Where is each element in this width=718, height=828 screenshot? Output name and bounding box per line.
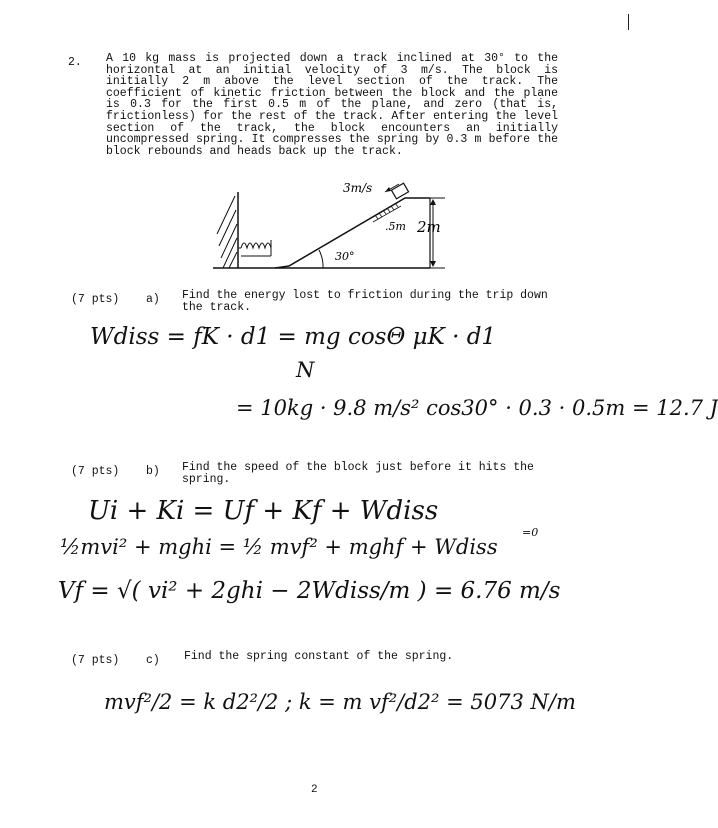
page-number: 2 [311, 784, 318, 796]
part-b-question: Find the speed of the block just before it hits the spring. [182, 461, 534, 486]
part-c-question: Find the spring constant of the spring. [184, 650, 454, 663]
spring [238, 240, 271, 256]
problem-text: A 10 kg mass is projected down a track inclined at 30° to the horizontal at an initial velocity of 3 m/s. The block is initially 2 m above the level section of the track. The coefficient of kinetic friction between the block and the plane is 0.3 for the first 0.5 m of the plane, and zero (that is, frictionless) for the rest of the track. After entering the level section of the track, the block encounters an initially uncompressed spring. It compresses the spring by 0.3 m before the block rebounds and heads back up the track. [106, 52, 558, 158]
angle-label: 30° [335, 250, 355, 263]
friction-length-label: .5m [385, 220, 406, 233]
friction-hatching [375, 203, 398, 219]
part-a-points: (7 pts) [71, 293, 120, 306]
page-edge-mark [628, 14, 629, 30]
part-a-label: a) [146, 293, 160, 306]
velocity-label: 3m/s [343, 181, 373, 195]
part-a-work-line1: Wdiss = fK · d1 = mg cosΘ μK · d1 [90, 324, 497, 350]
height-label: 2m [417, 218, 441, 236]
wall-hatching [217, 196, 237, 268]
problem-statement [106, 53, 558, 157]
part-b-work-line2: ½mvi² + mghi = ½ mvf² + mghf + Wdiss [60, 535, 498, 559]
part-b-points: (7 pts) [71, 465, 120, 478]
part-a-work-line2: = 10kg · 9.8 m/s² cos30° · 0.3 · 0.5m = 12.7 J [236, 396, 718, 420]
part-b-label: b) [146, 465, 160, 478]
part-b-work-line3: Vf = √( vi² + 2ghi − 2Wdiss/m ) = 6.76 m/s [58, 578, 561, 604]
incline-diagram [205, 174, 465, 274]
part-c-points: (7 pts) [71, 654, 120, 667]
block [391, 183, 408, 199]
question-number: 2. [68, 56, 82, 69]
part-c-label: c) [146, 654, 160, 667]
angle-arc [319, 250, 323, 268]
part-c-work-line1: mvf²/2 = k d2²/2 ; k = m vf²/d2² = 5073 N/m [104, 690, 576, 714]
part-a-work-N: N [296, 358, 315, 382]
part-b-work-line1: Ui + Ki = Uf + Kf + Wdiss [88, 496, 439, 526]
part-a-question: Find the energy lost to friction during the trip down the track. [182, 289, 548, 314]
velocity-arrowhead [385, 187, 391, 192]
part-b-work-zero: =0 [522, 526, 539, 539]
